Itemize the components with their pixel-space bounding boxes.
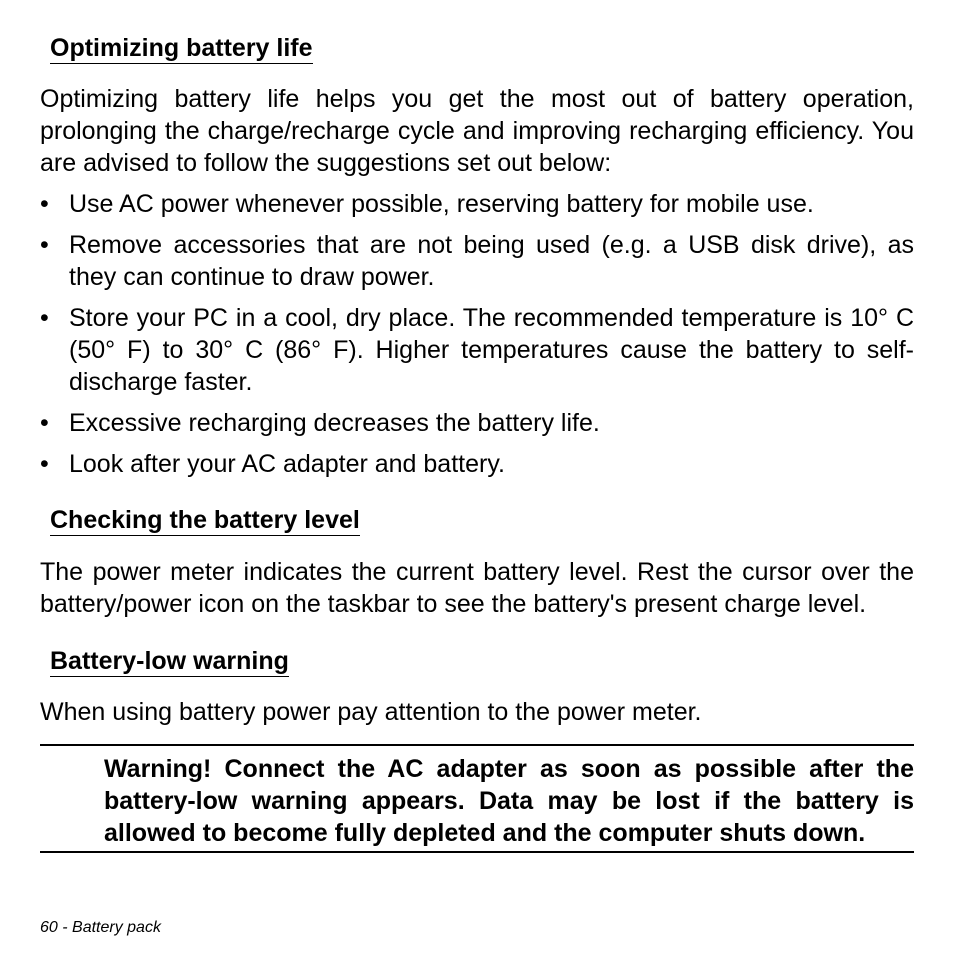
list-item-text: Look after your AC adapter and battery. <box>69 450 505 478</box>
list-item-text: Excessive recharging decreases the battery life. <box>69 409 600 437</box>
list-item <box>40 302 914 398</box>
bullet-icon: • <box>40 409 49 437</box>
list-item-text: Store your PC in a cool, dry place. The recommended temperature is 10° C (50° F) to 30° C (86° F). Higher temperatures cause the battery to self-discharge faster. <box>69 304 914 396</box>
heading-optimizing-battery-life: Optimizing battery life <box>50 34 313 62</box>
checking-paragraph: The power meter indicates the current battery level. Rest the cursor over the battery/power icon on the taskbar to see the battery's present charge level. <box>40 558 914 618</box>
list-item <box>40 229 914 293</box>
bullet-icon: • <box>40 190 49 218</box>
list-item-text: Use AC power whenever possible, reserving battery for mobile use. <box>69 190 814 218</box>
warning-top-rule <box>40 744 914 746</box>
list-item <box>40 407 914 439</box>
page-footer: 60 - Battery pack <box>40 919 161 936</box>
battery-low-paragraph: When using battery power pay attention to the power meter. <box>40 698 702 726</box>
bullet-icon: • <box>40 450 49 478</box>
heading-checking-battery-level: Checking the battery level <box>50 506 360 534</box>
warning-bottom-rule <box>40 851 914 853</box>
warning-text: Warning! Connect the AC adapter as soon as possible after the battery-low warning appears. Data may be lost if the battery is allowed to become fully depleted and the computer shuts down. <box>104 755 914 847</box>
list-item <box>40 188 914 220</box>
list-item-text: Remove accessories that are not being used (e.g. a USB disk drive), as they can continue to draw power. <box>69 231 914 291</box>
optimizing-intro-paragraph: Optimizing battery life helps you get the most out of battery operation, prolonging the charge/recharge cycle and improving recharging efficiency. You are advised to follow the suggestions set out below: <box>40 85 914 177</box>
bullet-icon: • <box>40 304 49 332</box>
bullet-icon: • <box>40 231 49 259</box>
heading-battery-low-warning: Battery-low warning <box>50 647 289 675</box>
list-item <box>40 448 914 480</box>
